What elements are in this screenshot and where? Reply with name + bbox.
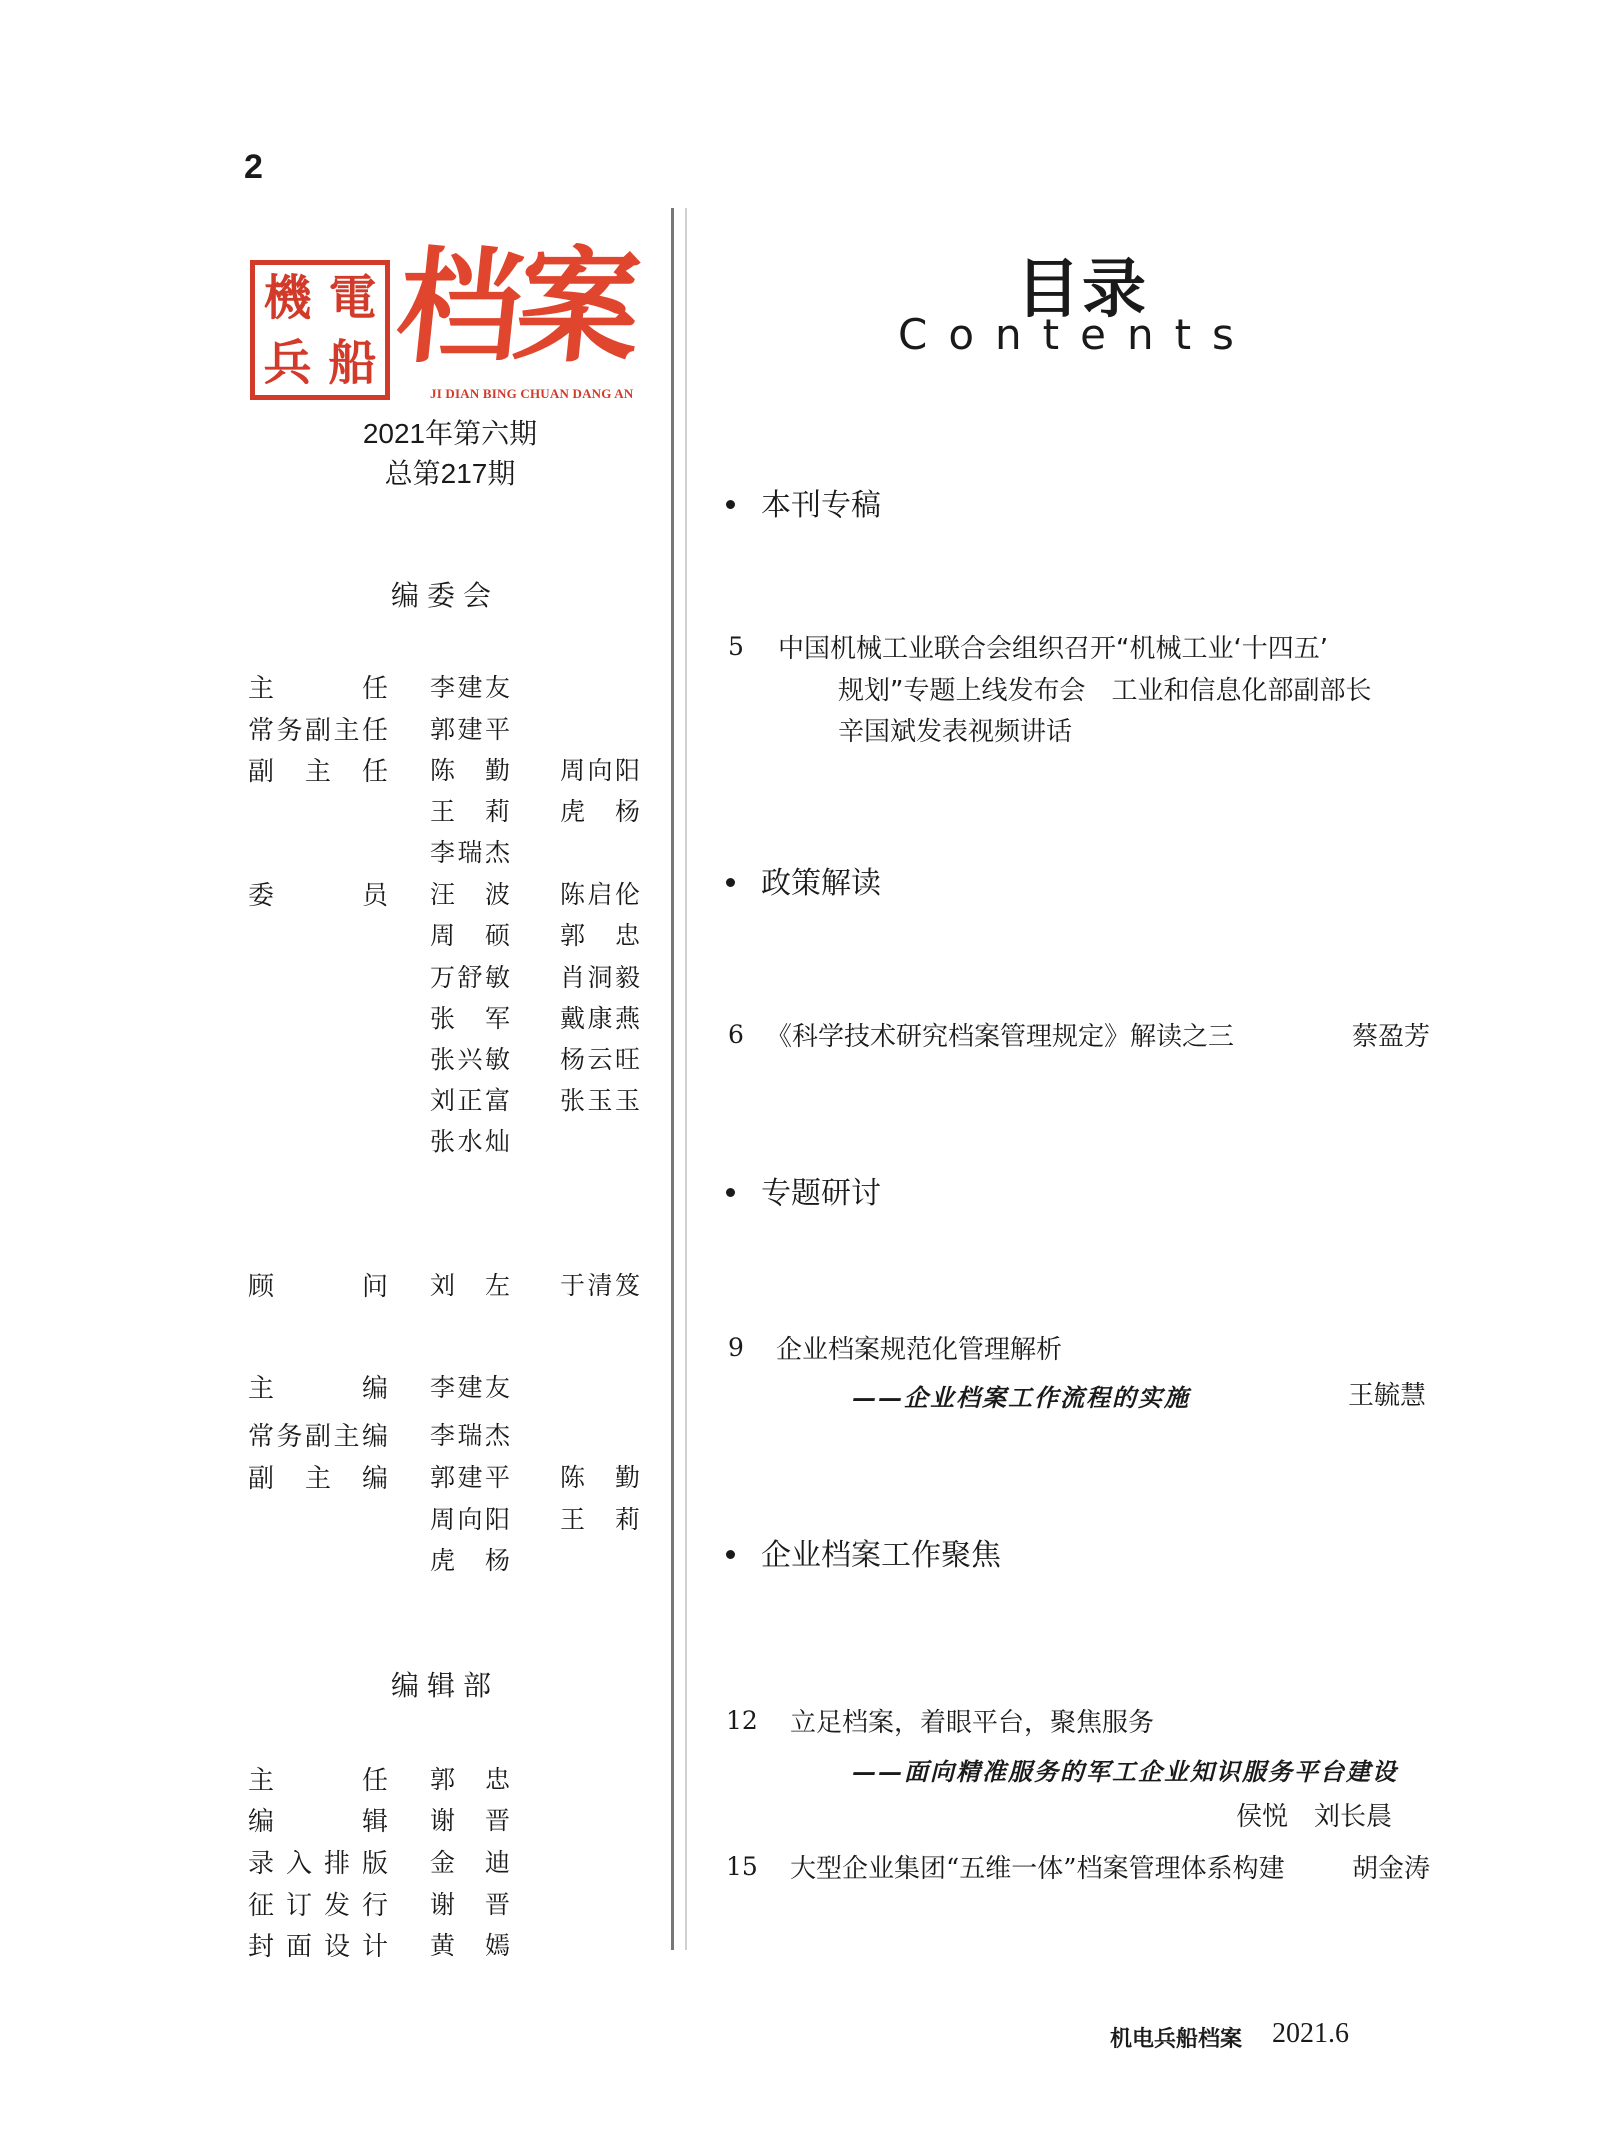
dept-role: 编辑 (248, 1807, 388, 1837)
logo-seal (250, 260, 390, 400)
committee-name: 张兴敏 (430, 1045, 510, 1074)
dept-name: 金迪 (430, 1848, 510, 1877)
page-number: 2 (244, 148, 263, 186)
bullet-icon (726, 1550, 735, 1559)
dept-name: 谢晋 (430, 1806, 510, 1835)
editor-name: 周向阳 (430, 1505, 510, 1534)
column-divider (671, 208, 674, 1950)
seal-char: 機 (263, 269, 312, 326)
committee-name: 戴康燕 (560, 1004, 640, 1033)
advisor-role: 顾问 (248, 1272, 388, 1302)
logo-title: 档案 (390, 235, 642, 380)
committee-name: 刘正富 (430, 1086, 510, 1115)
toc-entry-title-cont[interactable]: 辛国斌发表视频讲话 (838, 717, 1073, 747)
committee-name: 汪波 (430, 880, 510, 909)
toc-category (726, 1530, 1001, 1574)
toc-entry-title[interactable]: 《科学技术研究档案管理规定》解读之三 (766, 1022, 1235, 1052)
toc-category (726, 1168, 881, 1212)
dept-name: 谢晋 (430, 1890, 510, 1919)
dept-role: 主任 (248, 1766, 388, 1796)
toc-entry-author: 王毓慧 (1348, 1381, 1427, 1411)
editor-name: 陈勤 (560, 1463, 640, 1492)
dept-role: 录入排版 (248, 1849, 388, 1879)
toc-entry-title-cont[interactable]: 规划”专题上线发布会 工业和信息化部副部长 (838, 676, 1372, 706)
toc-entry-author: 侯悦 刘长晨 (1236, 1802, 1393, 1832)
toc-entry-author: 胡金涛 (1352, 1854, 1431, 1884)
toc-entry-subtitle[interactable]: ——企业档案工作流程的实施 (852, 1383, 1190, 1412)
committee-name: 陈启伦 (560, 880, 640, 909)
toc-category (726, 858, 881, 902)
editor-role: 主编 (248, 1374, 388, 1404)
editor-name: 虎杨 (430, 1546, 510, 1575)
committee-name: 张水灿 (430, 1127, 510, 1156)
toc-entry-title[interactable]: 中国机械工业联合会组织召开“机械工业‘十四五’ (778, 634, 1328, 664)
toc-category-label: 本刊专稿 (761, 488, 881, 523)
issue-line-2: 总第217期 (384, 458, 516, 489)
logo-pinyin: JI DIAN BING CHUAN DANG AN (430, 386, 634, 401)
toc-category-label: 专题研讨 (761, 1176, 881, 1211)
toc-entry-subtitle[interactable]: ——面向精准服务的军工企业知识服务平台建设 (852, 1757, 1398, 1786)
toc-entry-number: 15 (726, 1852, 758, 1881)
dept-name: 黄嫣 (430, 1931, 510, 1960)
committee-name: 王莉 (430, 797, 510, 826)
committee-name: 李瑞杰 (430, 838, 510, 867)
editor-name: 郭建平 (430, 1463, 510, 1492)
committee-name: 张军 (430, 1004, 510, 1033)
toc-category-label: 企业档案工作聚焦 (761, 1538, 1001, 1573)
column-divider-shadow (685, 208, 687, 1950)
committee-name: 周向阳 (560, 756, 640, 785)
seal-char: 兵 (263, 334, 312, 391)
committee-name: 肖洞毅 (560, 963, 640, 992)
editor-name: 李建友 (430, 1373, 510, 1402)
editorial-dept-heading: 编辑部 (390, 1669, 499, 1702)
footer-magazine-name: 机电兵船档案 (1110, 2026, 1243, 2052)
advisor-name: 于清笈 (560, 1271, 640, 1300)
dept-role: 征订发行 (248, 1891, 388, 1921)
seal-char: 電 (328, 269, 377, 326)
toc-entry-title[interactable]: 企业档案规范化管理解析 (776, 1335, 1063, 1365)
toc-entry-number: 6 (728, 1020, 744, 1049)
toc-entry-author: 蔡盈芳 (1352, 1022, 1431, 1052)
committee-heading: 编委会 (390, 579, 499, 612)
bullet-icon (726, 500, 735, 509)
committee-name: 杨云旺 (560, 1045, 640, 1074)
committee-role: 委员 (248, 881, 388, 911)
committee-role: 主任 (248, 674, 388, 704)
committee-name: 李建友 (430, 673, 510, 702)
issue-line-1: 2021年第六期 (362, 418, 538, 449)
toc-entry-number: 12 (726, 1706, 758, 1735)
dept-name: 郭忠 (430, 1765, 510, 1794)
committee-name: 虎杨 (560, 797, 640, 826)
committee-name: 周硕 (430, 921, 510, 950)
toc-entry-number: 5 (728, 632, 744, 661)
bullet-icon (726, 878, 735, 887)
committee-role: 副主任 (248, 757, 388, 787)
toc-subtitle: Contents (898, 310, 1255, 359)
committee-name: 万舒敏 (430, 963, 510, 992)
bullet-icon (726, 1188, 735, 1197)
committee-name: 郭建平 (430, 715, 510, 744)
advisor-name: 刘左 (430, 1271, 510, 1300)
editor-role: 副主编 (248, 1464, 388, 1494)
footer-date: 2021.6 (1272, 2018, 1349, 2049)
committee-name: 郭忠 (560, 921, 640, 950)
dept-role: 封面设计 (248, 1932, 388, 1962)
toc-category (726, 480, 881, 524)
editor-role: 常务副主编 (248, 1422, 388, 1452)
committee-name: 陈勤 (430, 756, 510, 785)
toc-entry-title[interactable]: 立足档案，着眼平台，聚焦服务 (790, 1708, 1155, 1738)
editor-name: 王莉 (560, 1505, 640, 1534)
toc-category-label: 政策解读 (761, 866, 881, 901)
committee-role: 常务副主任 (248, 716, 388, 746)
toc-entry-number: 9 (728, 1333, 744, 1362)
toc-title: 目录 (1016, 253, 1148, 327)
seal-char: 船 (328, 334, 377, 391)
editor-name: 李瑞杰 (430, 1421, 510, 1450)
toc-entry-title[interactable]: 大型企业集团“五维一体”档案管理体系构建 (790, 1854, 1285, 1884)
committee-name: 张玉玉 (560, 1086, 640, 1115)
